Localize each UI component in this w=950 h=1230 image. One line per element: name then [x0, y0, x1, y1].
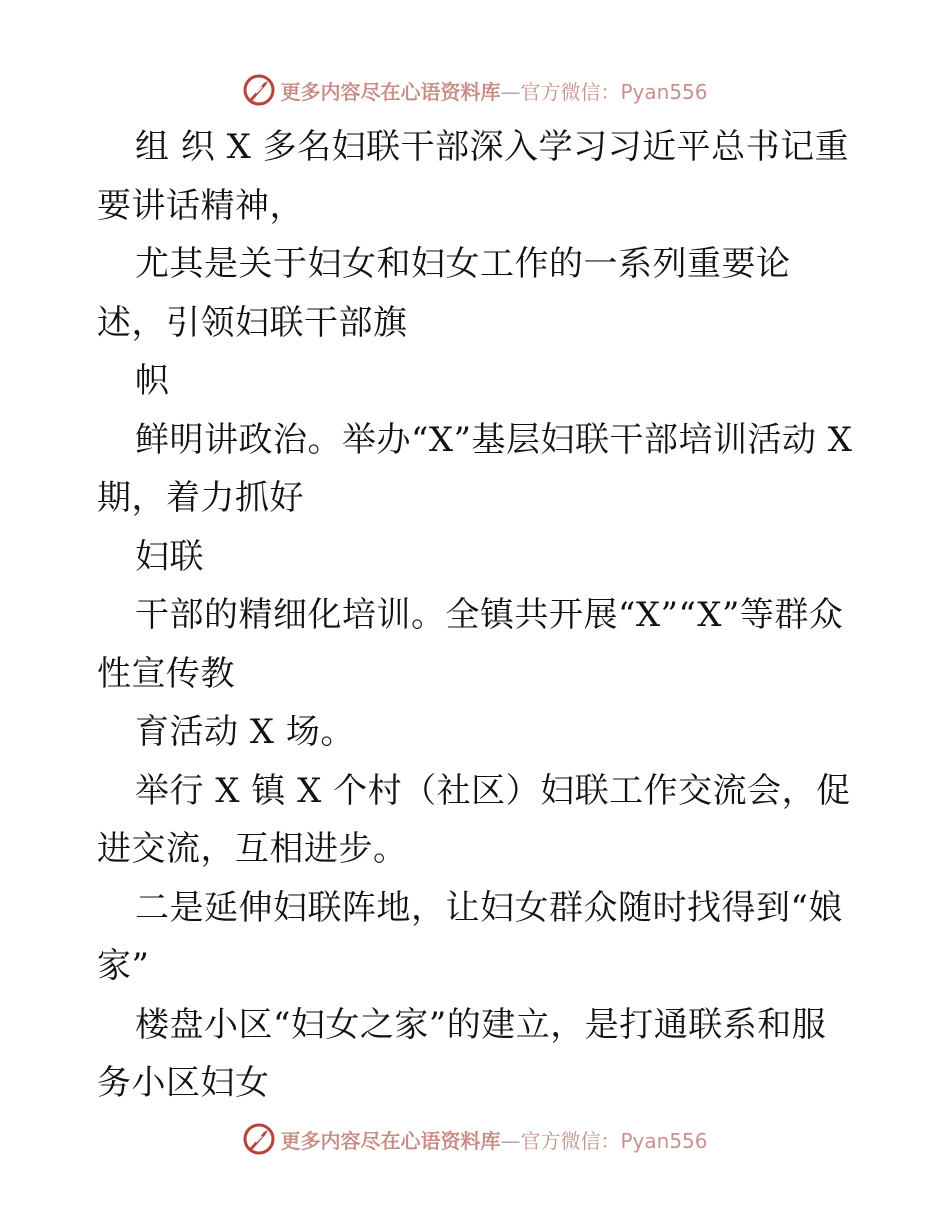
header-banner-separator: —: [500, 79, 521, 104]
quill-logo-icon: [242, 1122, 276, 1156]
footer-banner-label: 官方微信：: [520, 1128, 621, 1153]
header-watermark-banner: [0, 70, 950, 110]
paragraph: 干部的精细化培训。全镇共开展“X”“X”等群众性宣传教: [97, 595, 844, 694]
header-banner-brand: 更多内容尽在心语资料库: [280, 79, 501, 104]
paragraph: 育活动 X 场。: [135, 712, 355, 752]
paragraph: 鲜明讲政治。举办“X”基层妇联干部培训活动 X 期，着力抓好: [97, 419, 864, 518]
footer-banner-id: Pyan556: [620, 1128, 708, 1153]
header-banner-id: Pyan556: [620, 79, 708, 104]
paragraph: 二是延伸妇联阵地，让妇女群众随时找得到“娘家”: [97, 887, 843, 986]
paragraph: 妇联: [135, 536, 204, 577]
header-banner-label: 官方微信：: [520, 79, 621, 104]
footer-banner-text: [280, 1125, 707, 1154]
paragraph: 组 织 X 多名妇联干部深入学习习近平总书记重要讲话精神，: [97, 127, 850, 226]
paragraph: 帜: [135, 361, 170, 401]
paragraph: 举行 X 镇 X 个村（社区）妇联工作交流会，促进交流，互相进步。: [97, 770, 851, 869]
paragraph: 楼盘小区“妇女之家”的建立，是打通联系和服务小区妇女: [97, 1004, 827, 1103]
paragraph: 尤其是关于妇女和妇女工作的一系列重要论述，引领妇联干部旗: [97, 244, 791, 343]
footer-watermark-banner: [0, 1119, 950, 1159]
header-banner-text: [280, 76, 707, 105]
document-body: [97, 118, 864, 1113]
footer-banner-brand: 更多内容尽在心语资料库: [280, 1128, 501, 1153]
quill-logo-icon: [242, 73, 276, 107]
footer-banner-separator: —: [500, 1128, 521, 1153]
